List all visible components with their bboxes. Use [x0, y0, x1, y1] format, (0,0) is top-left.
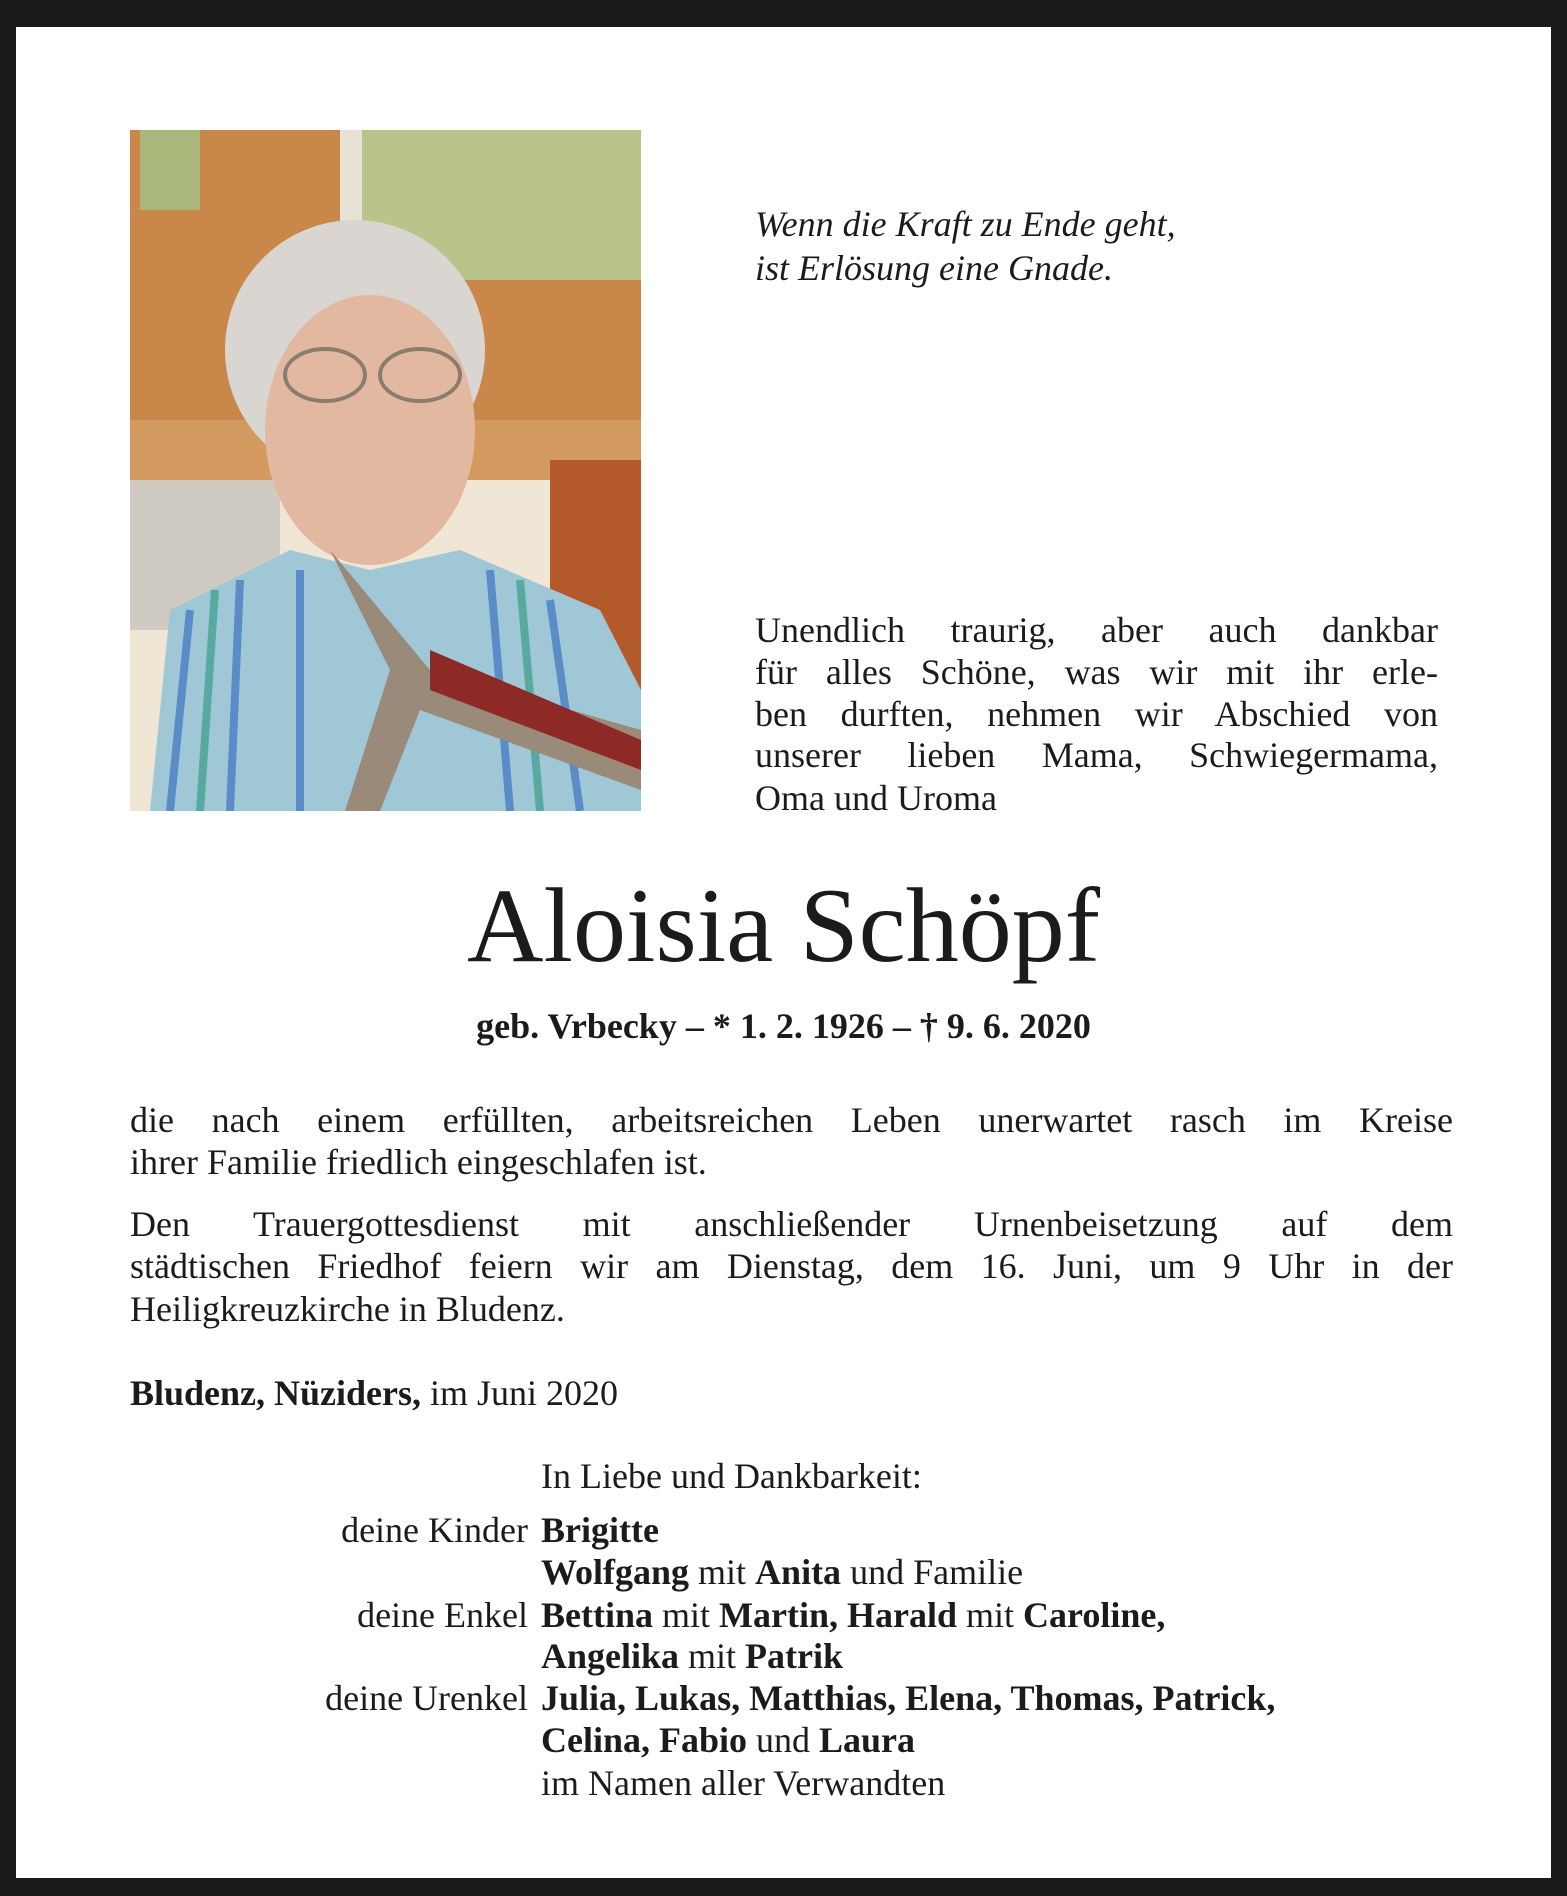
mourner-line [541, 1594, 1165, 1636]
intro-line: Oma und Uroma [755, 778, 997, 818]
mourner-line [541, 1509, 659, 1551]
mourner-name: Bettina [541, 1595, 653, 1635]
connector: und Familie [841, 1552, 1024, 1592]
mourner-name: Caroline, [1023, 1595, 1166, 1635]
mourner-line [541, 1635, 843, 1677]
body-line: Heiligkreuzkirche in Bludenz. [130, 1289, 565, 1329]
connector: mit [957, 1595, 1024, 1635]
mourner-name: Julia, Lukas, Matthias, Elena, Thomas, Patrick, [541, 1678, 1276, 1718]
connector: und [747, 1720, 820, 1760]
mourner-name: Martin, Harald [719, 1595, 957, 1635]
mourner-line [541, 1677, 1275, 1719]
deceased-name: Aloisia Schöpf [467, 867, 1100, 984]
body-line: ihrer Familie friedlich eingeschlafen ist. [130, 1142, 707, 1182]
mourner-name: Wolfgang [541, 1552, 690, 1592]
intro-line: ben durften, nehmen wir Abschied von [755, 694, 1438, 734]
intro-line: unserer lieben Mama, Schwiegermama, [755, 735, 1438, 775]
date-text: im Juni 2020 [421, 1373, 619, 1413]
deceased-dates: geb. Vrbecky – * 1. 2. 1926 – † 9. 6. 2020 [476, 1006, 1091, 1046]
enkel-label: deine Enkel [357, 1595, 528, 1635]
mourner-name: Angelika [541, 1636, 680, 1676]
connector: mit [679, 1636, 746, 1676]
mourner-name: Patrik [745, 1636, 844, 1676]
body-line: Den Trauergottesdienst mit anschließender Urnenbeisetzung auf dem [130, 1204, 1453, 1244]
mourner-name: Brigitte [541, 1510, 659, 1550]
mourners-heading: In Liebe und Dankbarkeit: [541, 1456, 922, 1496]
body-line: die nach einem erfüllten, arbeitsreichen Leben unerwartet rasch im Kreise [130, 1100, 1453, 1140]
obituary-notice [16, 27, 1551, 1878]
place-names: Bludenz, Nüziders, [130, 1373, 422, 1413]
urenkel-label: deine Urenkel [325, 1678, 528, 1718]
quote-line: ist Erlösung eine Gnade. [755, 248, 1113, 288]
mourner-name: Laura [819, 1720, 916, 1760]
body-line: städtischen Friedhof feiern wir am Dienstag, dem 16. Juni, um 9 Uhr in der [130, 1246, 1453, 1286]
quote-line: Wenn die Kraft zu Ende geht, [755, 204, 1176, 244]
mourner-name: Celina, Fabio [541, 1720, 748, 1760]
intro-line: Unendlich traurig, aber auch dankbar [755, 610, 1438, 650]
mourner-line [541, 1551, 1023, 1593]
connector: mit [689, 1552, 756, 1592]
connector: mit [653, 1595, 720, 1635]
place-date [130, 1372, 1453, 1414]
intro-line: für alles Schöne, was wir mit ihr erle- [755, 652, 1438, 692]
portrait-photo [130, 130, 641, 811]
mourners-footer: im Namen aller Verwandten [541, 1763, 946, 1803]
mourner-line [541, 1719, 915, 1761]
mourner-name: Anita [755, 1552, 842, 1592]
kinder-label: deine Kinder [341, 1510, 528, 1550]
